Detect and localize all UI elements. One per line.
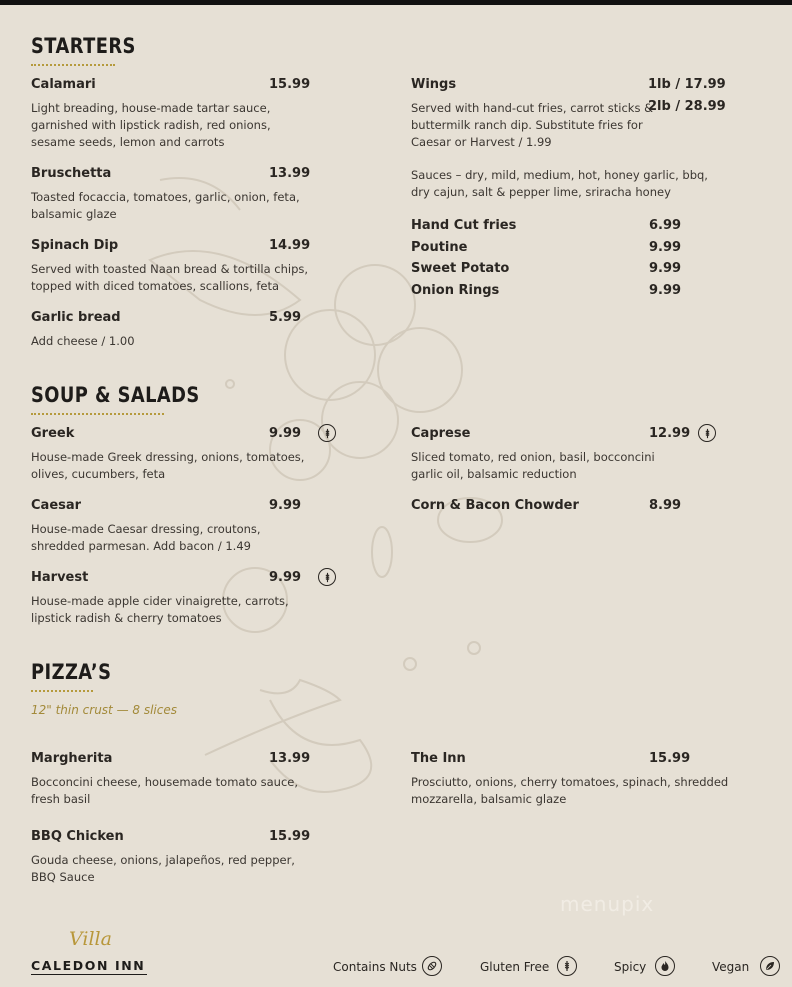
desc-line: Light breading, house-made tartar sauce, bbox=[31, 101, 271, 115]
legend-label-gluten-free: Gluten Free bbox=[480, 960, 550, 974]
item-name: Poutine bbox=[411, 240, 468, 255]
item-price: 9.99 bbox=[269, 498, 302, 513]
desc-line: shredded parmesan. Add bacon / 1.49 bbox=[31, 539, 251, 553]
item-description bbox=[31, 852, 295, 886]
item-name: Bruschetta bbox=[31, 166, 112, 181]
item-name: Sweet Potato bbox=[411, 261, 510, 276]
desc-line: fresh basil bbox=[31, 792, 91, 806]
desc-line: Add cheese / 1.00 bbox=[31, 334, 135, 348]
watermark: menupix bbox=[560, 892, 655, 916]
desc-line: Served with toasted Naan bread & tortilla chips, bbox=[31, 262, 309, 276]
item-description bbox=[31, 261, 308, 295]
desc-line: Sliced tomato, red onion, basil, bocconcini bbox=[411, 450, 655, 464]
nut-icon bbox=[422, 956, 442, 976]
desc-line: Sauces – dry, mild, medium, hot, honey garlic, bbq, bbox=[411, 168, 708, 182]
item-description bbox=[31, 521, 261, 555]
logo-script: Villa bbox=[69, 928, 112, 950]
item-description bbox=[31, 333, 135, 350]
desc-line: sesame seeds, lemon and carrots bbox=[31, 135, 225, 149]
item-description bbox=[31, 774, 298, 808]
desc-line: lipstick radish & cherry tomatoes bbox=[31, 611, 222, 625]
item-name: Margherita bbox=[31, 751, 113, 766]
flame-icon bbox=[655, 956, 675, 976]
item-name: Calamari bbox=[31, 77, 96, 92]
wing-sauces bbox=[411, 167, 708, 201]
desc-line: mozzarella, balsamic glaze bbox=[411, 792, 567, 806]
pizza-crust-note: 12" thin crust — 8 slices bbox=[31, 703, 177, 717]
wheat-icon bbox=[318, 424, 336, 442]
item-price: 6.99 bbox=[649, 218, 682, 233]
item-name: Harvest bbox=[31, 570, 89, 585]
item-description bbox=[31, 449, 304, 483]
logo-underline bbox=[31, 974, 147, 975]
item-price: 9.99 bbox=[269, 426, 302, 441]
top-border bbox=[0, 0, 792, 5]
item-price: 9.99 bbox=[649, 283, 682, 298]
item-name: Greek bbox=[31, 426, 75, 441]
desc-line: topped with diced tomatoes, scallions, feta bbox=[31, 279, 280, 293]
desc-line: House-made apple cider vinaigrette, carrots, bbox=[31, 594, 289, 608]
legend-label-vegan: Vegan bbox=[712, 960, 750, 974]
desc-line: dry cajun, salt & pepper lime, sriracha honey bbox=[411, 185, 671, 199]
item-price: 15.99 bbox=[649, 751, 691, 766]
item-price-2lb: 2lb / 28.99 bbox=[648, 99, 726, 114]
desc-line: Gouda cheese, onions, jalapeños, red pepper, bbox=[31, 853, 295, 867]
item-description bbox=[411, 100, 653, 151]
desc-line: garnished with lipstick radish, red onions, bbox=[31, 118, 271, 132]
pizzas-heading: PIZZA’S bbox=[31, 660, 112, 684]
desc-line: buttermilk ranch dip. Substitute fries for bbox=[411, 118, 643, 132]
wheat-icon bbox=[557, 956, 577, 976]
desc-line: olives, cucumbers, feta bbox=[31, 467, 166, 481]
item-price: 9.99 bbox=[269, 570, 302, 585]
desc-line: Bocconcini cheese, housemade tomato sauce, bbox=[31, 775, 299, 789]
item-price: 13.99 bbox=[269, 166, 311, 181]
desc-line: Served with hand-cut fries, carrot sticks & bbox=[411, 101, 654, 115]
item-name: Spinach Dip bbox=[31, 238, 119, 253]
desc-line: garlic oil, balsamic reduction bbox=[411, 467, 577, 481]
item-price-1lb: 1lb / 17.99 bbox=[648, 77, 726, 92]
starters-divider bbox=[31, 64, 115, 66]
item-price: 9.99 bbox=[649, 261, 682, 276]
legend-label-spicy: Spicy bbox=[614, 960, 647, 974]
item-price: 13.99 bbox=[269, 751, 311, 766]
pizzas-divider bbox=[31, 690, 93, 692]
item-description bbox=[411, 449, 655, 483]
item-name: Garlic bread bbox=[31, 310, 121, 325]
soups-salads-heading: SOUP & SALADS bbox=[31, 383, 200, 407]
item-name: Hand Cut fries bbox=[411, 218, 517, 233]
leaf-icon bbox=[760, 956, 780, 976]
desc-line: BBQ Sauce bbox=[31, 870, 95, 884]
item-price: 5.99 bbox=[269, 310, 302, 325]
item-name: Caesar bbox=[31, 498, 82, 513]
desc-line: Prosciutto, onions, cherry tomatoes, spinach, shredded bbox=[411, 775, 729, 789]
item-description bbox=[411, 774, 728, 808]
item-price: 15.99 bbox=[269, 829, 311, 844]
wheat-icon bbox=[318, 568, 336, 586]
item-price: 14.99 bbox=[269, 238, 311, 253]
item-name: Caprese bbox=[411, 426, 471, 441]
desc-line: House-made Caesar dressing, croutons, bbox=[31, 522, 261, 536]
item-price: 15.99 bbox=[269, 77, 311, 92]
item-description bbox=[31, 593, 289, 627]
soups-divider bbox=[31, 413, 164, 415]
item-price: 12.99 bbox=[649, 426, 691, 441]
item-price: 8.99 bbox=[649, 498, 682, 513]
item-name: Wings bbox=[411, 77, 457, 92]
item-name: Corn & Bacon Chowder bbox=[411, 498, 579, 513]
logo-name: CALEDON INN bbox=[31, 958, 146, 973]
item-name: BBQ Chicken bbox=[31, 829, 124, 844]
desc-line: balsamic glaze bbox=[31, 207, 117, 221]
item-name: The Inn bbox=[411, 751, 466, 766]
wheat-icon bbox=[698, 424, 716, 442]
legend-label-nuts: Contains Nuts bbox=[333, 960, 417, 974]
item-price: 9.99 bbox=[649, 240, 682, 255]
desc-line: Caesar or Harvest / 1.99 bbox=[411, 135, 552, 149]
item-description bbox=[31, 100, 271, 151]
item-description bbox=[31, 189, 300, 223]
desc-line: House-made Greek dressing, onions, tomatoes, bbox=[31, 450, 305, 464]
item-name: Onion Rings bbox=[411, 283, 500, 298]
desc-line: Toasted focaccia, tomatoes, garlic, onion, feta, bbox=[31, 190, 300, 204]
starters-heading: STARTERS bbox=[31, 34, 136, 58]
